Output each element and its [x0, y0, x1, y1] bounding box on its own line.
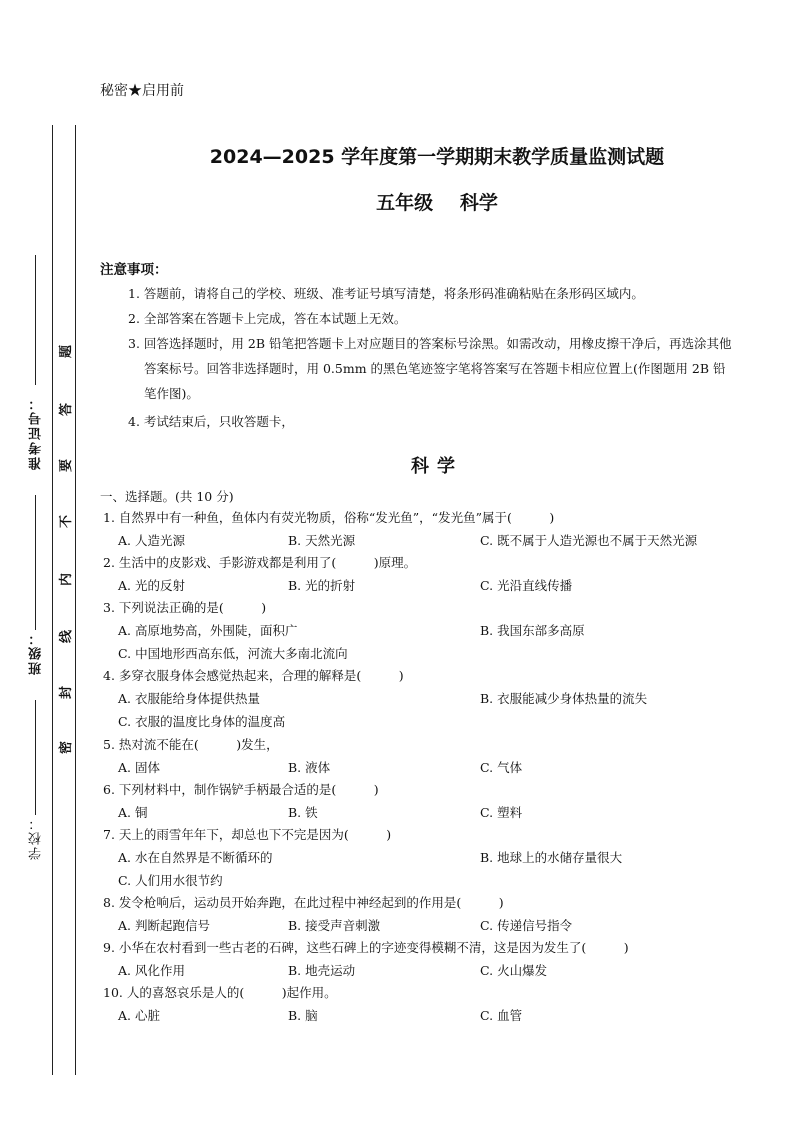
exam-number-label: 准考证号： — [29, 395, 44, 470]
class-underline — [35, 495, 36, 630]
note-item: 答案标号。回答非选择题时，用 0.5mm 的黑色笔迹签字笔将答案写在答题卡相应位置上(作图题用 2B 铅 — [144, 361, 726, 376]
question-stem: 2. 生活中的皮影戏、手影游戏都是利用了( )原理。 — [103, 555, 417, 570]
seal-char: 密 — [59, 740, 75, 755]
option-b: B. 天然光源 — [288, 533, 356, 548]
question-stem: 5. 热对流不能在( )发生， — [103, 737, 279, 752]
seal-char: 答 — [59, 402, 75, 417]
note-item: 2. 全部答案在答题卡上完成，答在本试题上无效。 — [128, 311, 407, 326]
option-b: B. 地球上的水储存量很大 — [480, 850, 623, 865]
option-c: C. 衣服的温度比身体的温度高 — [118, 714, 286, 729]
option-c: C. 既不属于人造光源也不属于天然光源 — [480, 533, 698, 548]
notes-heading: 注意事项： — [100, 262, 168, 278]
seal-char: 要 — [59, 458, 75, 473]
seal-char: 封 — [59, 685, 75, 700]
option-c: C. 人们用水很节约 — [118, 873, 223, 888]
seal-char: 线 — [59, 629, 75, 644]
section-title: 科学 — [411, 456, 463, 477]
seal-char: 不 — [59, 514, 75, 529]
school-underline — [35, 700, 36, 815]
option-a: A. 心脏 — [118, 1008, 160, 1023]
grade-label: 五年级 — [376, 192, 434, 214]
option-b: B. 液体 — [288, 760, 331, 775]
option-b: B. 接受声音刺激 — [288, 918, 381, 933]
option-a: A. 固体 — [118, 760, 160, 775]
option-a: A. 光的反射 — [118, 578, 185, 593]
option-b: B. 脑 — [288, 1008, 318, 1023]
option-b: B. 地壳运动 — [288, 963, 356, 978]
margin-line-top — [52, 125, 53, 505]
note-item: 4. 考试结束后，只收答题卡， — [128, 414, 294, 429]
option-a: A. 衣服能给身体提供热量 — [118, 691, 260, 706]
note-item: 笔作图)。 — [144, 386, 199, 401]
class-label: 班级： — [29, 630, 44, 675]
option-b: B. 衣服能减少身体热量的流失 — [480, 691, 648, 706]
option-b: B. 光的折射 — [288, 578, 356, 593]
exam-title: 2024—2025 学年度第一学期期末教学质量监测试题 — [209, 146, 665, 168]
part-heading: 一、选择题。(共 10 分) — [100, 489, 234, 504]
option-c: C. 传递信号指令 — [480, 918, 573, 933]
seal-char: 内 — [59, 572, 75, 587]
option-c: C. 中国地形西高东低，河流大多南北流向 — [118, 646, 348, 661]
option-c: C. 火山爆发 — [480, 963, 548, 978]
question-stem: 4. 多穿衣服身体会感觉热起来，合理的解释是( ) — [103, 668, 404, 683]
option-a: A. 铜 — [118, 805, 148, 820]
exam-number-underline — [35, 255, 36, 385]
question-stem: 8. 发令枪响后，运动员开始奔跑，在此过程中神经起到的作用是( ) — [103, 895, 504, 910]
margin-line-bottom — [52, 505, 53, 1075]
option-a: A. 人造光源 — [118, 533, 185, 548]
option-a: A. 判断起跑信号 — [118, 918, 210, 933]
option-b: B. 铁 — [288, 805, 318, 820]
question-stem: 9. 小华在农村看到一些古老的石碑，这些石碑上的字迹变得模糊不清，这是因为发生了( ) — [103, 940, 629, 955]
question-stem: 3. 下列说法正确的是( ) — [103, 600, 267, 615]
seal-char: 题 — [59, 344, 75, 359]
option-a: A. 高原地势高，外围陡，面积广 — [118, 623, 298, 638]
exam-subtitle — [0, 188, 794, 215]
subject-label: 科学 — [459, 192, 498, 214]
option-c: C. 血管 — [480, 1008, 523, 1023]
question-stem: 6. 下列材料中，制作锅铲手柄最合适的是( ) — [103, 782, 379, 797]
question-stem: 7. 天上的雨雪年年下，却总也下不完是因为( ) — [103, 827, 392, 842]
school-label: 学校： — [29, 815, 44, 860]
seal-line — [75, 125, 76, 1075]
option-c: C. 气体 — [480, 760, 523, 775]
question-stem: 10. 人的喜怒哀乐是人的( )起作用。 — [103, 985, 337, 1000]
option-c: C. 光沿直线传播 — [480, 578, 573, 593]
question-stem: 1. 自然界中有一种鱼，鱼体内有荧光物质，俗称“发光鱼”，“发光鱼”属于( ) — [103, 510, 555, 525]
option-a: A. 水在自然界是不断循环的 — [118, 850, 273, 865]
note-item: 1. 答题前，请将自己的学校、班级、准考证号填写清楚，将条形码准确粘贴在条形码区域内。 — [128, 286, 644, 301]
option-a: A. 风化作用 — [118, 963, 185, 978]
confidential-mark: 秘密★启用前 — [100, 83, 184, 99]
option-c: C. 塑料 — [480, 805, 523, 820]
option-b: B. 我国东部多高原 — [480, 623, 585, 638]
note-item: 3. 回答选择题时，用 2B 铅笔把答题卡上对应题目的答案标号涂黑。如需改动，用橡皮擦干净后，再选涂其他 — [128, 336, 732, 351]
